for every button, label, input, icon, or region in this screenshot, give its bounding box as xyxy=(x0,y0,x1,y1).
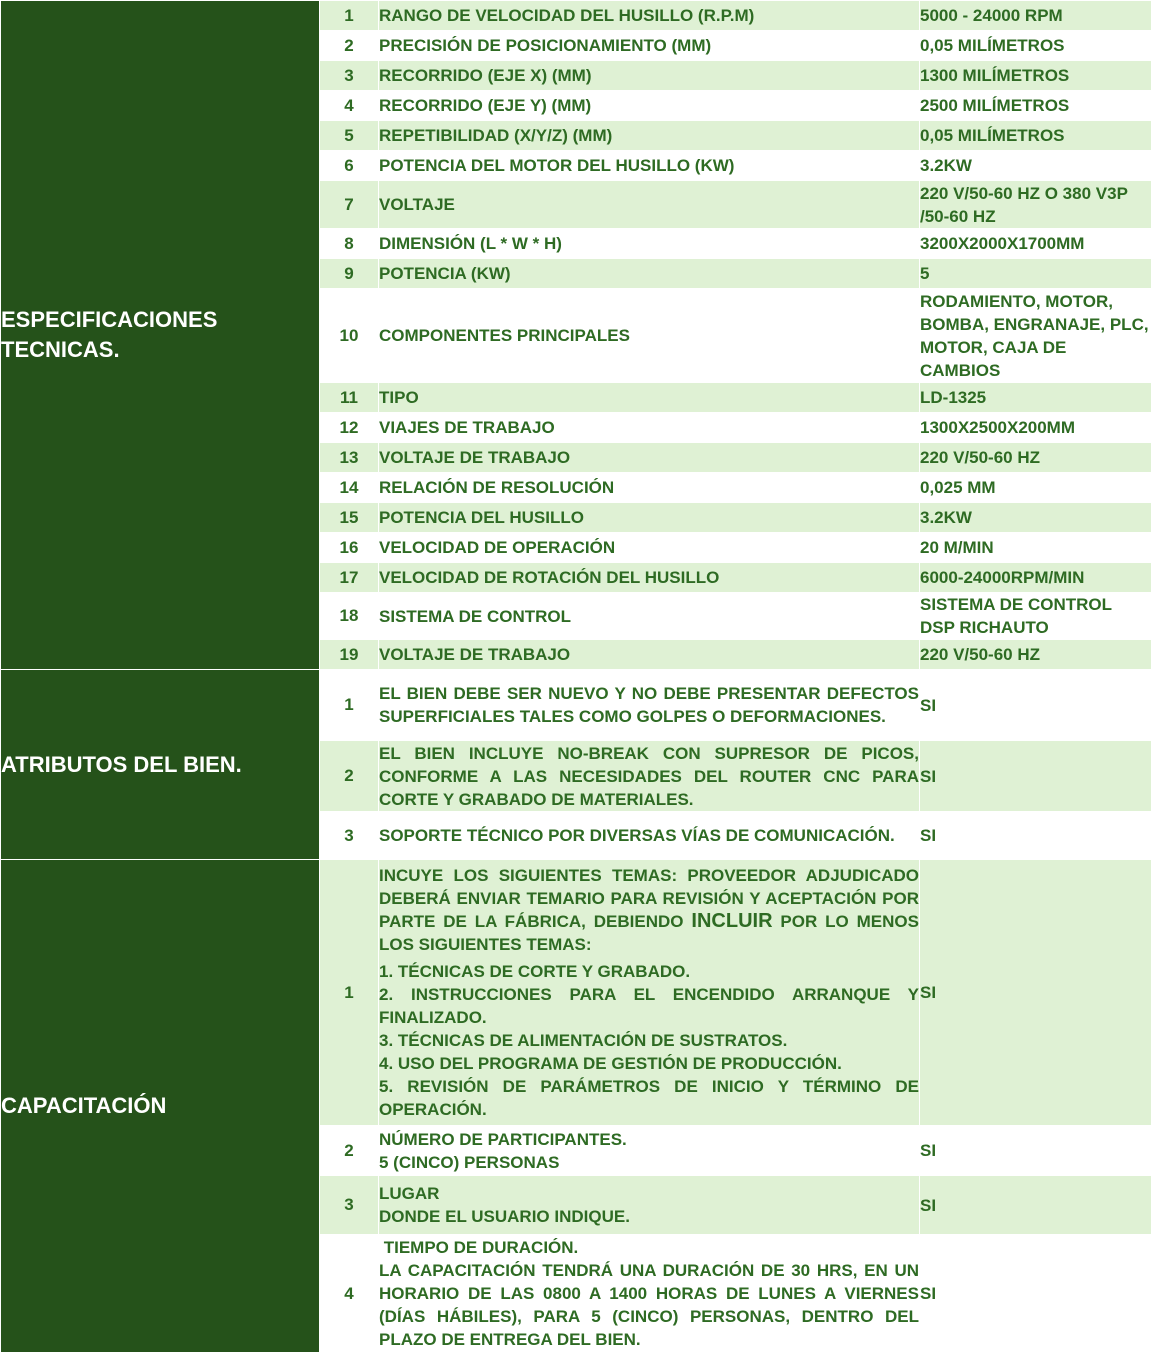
row-description: VOLTAJE DE TRABAJO xyxy=(379,640,920,670)
row-number: 16 xyxy=(320,533,379,563)
row-value: 1300 MILÍMETROS xyxy=(920,61,1151,91)
table-row xyxy=(1,670,1151,741)
row-description: SISTEMA DE CONTROL xyxy=(379,593,920,640)
row-number: 18 xyxy=(320,593,379,640)
row-number: 3 xyxy=(320,1176,379,1235)
row-number: 6 xyxy=(320,151,379,181)
row-description: EL BIEN DEBE SER NUEVO Y NO DEBE PRESENTAR DEFECTOS SUPERFICIALES TALES COMO GOLPES O DEFORMACIONES. xyxy=(379,670,920,741)
row-description xyxy=(379,1126,920,1176)
training-intro-end: POR LO MENOS LOS SIGUIENTES TEMAS: xyxy=(379,912,919,954)
row-description: EL BIEN INCLUYE NO-BREAK CON SUPRESOR DE PICOS, CONFORME A LAS NECESIDADES DEL ROUTER CNC PARA CORTE Y GRABADO DE MATERIALES. xyxy=(379,741,920,812)
row-description xyxy=(379,860,920,1126)
training-topic: 1. TÉCNICAS DE CORTE Y GRABADO. xyxy=(379,962,691,981)
row-value: 3200X2000X1700MM xyxy=(920,229,1151,259)
row-value: SI xyxy=(920,812,1151,860)
row-number: 12 xyxy=(320,413,379,443)
row-description: RECORRIDO (EJE Y) (MM) xyxy=(379,91,920,121)
row-number: 7 xyxy=(320,181,379,229)
row-value: 3.2KW xyxy=(920,503,1151,533)
row-description: DIMENSIÓN (L * W * H) xyxy=(379,229,920,259)
training-topic: 5. REVISIÓN DE PARÁMETROS DE INICIO Y TÉRMINO DE OPERACIÓN. xyxy=(379,1077,919,1119)
row-number: 15 xyxy=(320,503,379,533)
training-topic: 2. INSTRUCCIONES PARA EL ENCENDIDO ARRANQUE Y FINALIZADO. xyxy=(379,985,919,1027)
row-description: TIPO xyxy=(379,383,920,413)
row-description: VELOCIDAD DE OPERACIÓN xyxy=(379,533,920,563)
row-number: 3 xyxy=(320,812,379,860)
row-value: 220 V/50-60 HZ O 380 V3P /50-60 HZ xyxy=(920,181,1151,229)
row-description xyxy=(379,1235,920,1353)
row-value: 5 xyxy=(920,259,1151,289)
row-value: 20 M/MIN xyxy=(920,533,1151,563)
row-number: 2 xyxy=(320,741,379,812)
training-intro: INCUYE LOS SIGUIENTES TEMAS: PROVEEDOR ADJUDICADO DEBERÁ ENVIAR TEMARIO PARA REVISIÓN Y ACEPTACIÓN POR PARTE DE LA FÁBRICA, DEBIENDO xyxy=(379,866,919,931)
row-value: 220 V/50-60 HZ xyxy=(920,640,1151,670)
row-description: POTENCIA DEL MOTOR DEL HUSILLO (KW) xyxy=(379,151,920,181)
row-number: 2 xyxy=(320,1126,379,1176)
row-value: SI xyxy=(920,1176,1151,1235)
row-value: SI xyxy=(920,860,1151,1126)
row-description: VELOCIDAD DE ROTACIÓN DEL HUSILLO xyxy=(379,563,920,593)
row-value: SISTEMA DE CONTROL DSP RICHAUTO xyxy=(920,593,1151,640)
row-description: PRECISIÓN DE POSICIONAMIENTO (MM) xyxy=(379,31,920,61)
row-description xyxy=(379,1176,920,1235)
row-number: 19 xyxy=(320,640,379,670)
row-number: 4 xyxy=(320,91,379,121)
row-value: 0,05 MILÍMETROS xyxy=(920,121,1151,151)
row-value: 220 V/50-60 HZ xyxy=(920,443,1151,473)
row-value: LD-1325 xyxy=(920,383,1151,413)
row-number: 4 xyxy=(320,1235,379,1353)
training-line: TIEMPO DE DURACIÓN. xyxy=(379,1238,579,1257)
row-value: 3.2KW xyxy=(920,151,1151,181)
section-label-attributes: ATRIBUTOS DEL BIEN. xyxy=(1,670,320,860)
row-description: VOLTAJE xyxy=(379,181,920,229)
row-value: RODAMIENTO, MOTOR, BOMBA, ENGRANAJE, PLC, MOTOR, CAJA DE CAMBIOS xyxy=(920,289,1151,383)
row-number: 17 xyxy=(320,563,379,593)
training-topic: 4. USO DEL PROGRAMA DE GESTIÓN DE PRODUCCIÓN. xyxy=(379,1054,842,1073)
training-line: DONDE EL USUARIO INDIQUE. xyxy=(379,1207,630,1226)
row-number: 10 xyxy=(320,289,379,383)
section-label-training: CAPACITACIÓN xyxy=(1,860,320,1353)
section-label-specs: ESPECIFICACIONES TECNICAS. xyxy=(1,1,320,670)
training-line: LUGAR xyxy=(379,1184,440,1203)
row-value: 5000 - 24000 RPM xyxy=(920,1,1151,31)
row-description: RANGO DE VELOCIDAD DEL HUSILLO (R.P.M) xyxy=(379,1,920,31)
row-description: COMPONENTES PRINCIPALES xyxy=(379,289,920,383)
training-line: NÚMERO DE PARTICIPANTES. xyxy=(379,1129,627,1149)
row-value: SI xyxy=(920,670,1151,741)
table-row xyxy=(1,1,1151,31)
training-line: 5 (CINCO) PERSONAS xyxy=(379,1152,560,1172)
row-value: SI xyxy=(920,741,1151,812)
row-number: 1 xyxy=(320,860,379,1126)
row-number: 13 xyxy=(320,443,379,473)
row-description: REPETIBILIDAD (X/Y/Z) (MM) xyxy=(379,121,920,151)
row-value: 0,025 MM xyxy=(920,473,1151,503)
row-number: 9 xyxy=(320,259,379,289)
row-description: POTENCIA (KW) xyxy=(379,259,920,289)
row-description: SOPORTE TÉCNICO POR DIVERSAS VÍAS DE COMUNICACIÓN. xyxy=(379,812,920,860)
row-value: 6000-24000RPM/MIN xyxy=(920,563,1151,593)
row-number: 11 xyxy=(320,383,379,413)
row-number: 1 xyxy=(320,1,379,31)
row-number: 3 xyxy=(320,61,379,91)
row-value: SI xyxy=(920,1126,1151,1176)
row-description: RECORRIDO (EJE X) (MM) xyxy=(379,61,920,91)
row-value: 1300X2500X200MM xyxy=(920,413,1151,443)
training-topic: 3. TÉCNICAS DE ALIMENTACIÓN DE SUSTRATOS. xyxy=(379,1031,788,1050)
row-description: RELACIÓN DE RESOLUCIÓN xyxy=(379,473,920,503)
table-row xyxy=(1,860,1151,1126)
row-number: 1 xyxy=(320,670,379,741)
row-value: 0,05 MILÍMETROS xyxy=(920,31,1151,61)
row-number: 14 xyxy=(320,473,379,503)
row-number: 5 xyxy=(320,121,379,151)
row-value: SI xyxy=(920,1235,1151,1353)
row-number: 2 xyxy=(320,31,379,61)
row-number: 8 xyxy=(320,229,379,259)
row-description: VIAJES DE TRABAJO xyxy=(379,413,920,443)
row-description: POTENCIA DEL HUSILLO xyxy=(379,503,920,533)
row-value: 2500 MILÍMETROS xyxy=(920,91,1151,121)
training-line: LA CAPACITACIÓN TENDRÁ UNA DURACIÓN DE 30 HRS, EN UN HORARIO DE LAS 0800 A 1400 HORAS DE LUNES A VIERNES (DÍAS HÁBILES), PARA 5 (CINCO) PERSONAS, DENTRO DEL PLAZO DE ENTREGA DEL BIEN. xyxy=(379,1261,919,1349)
row-description: VOLTAJE DE TRABAJO xyxy=(379,443,920,473)
training-intro-emphasis: INCLUIR xyxy=(691,910,773,932)
